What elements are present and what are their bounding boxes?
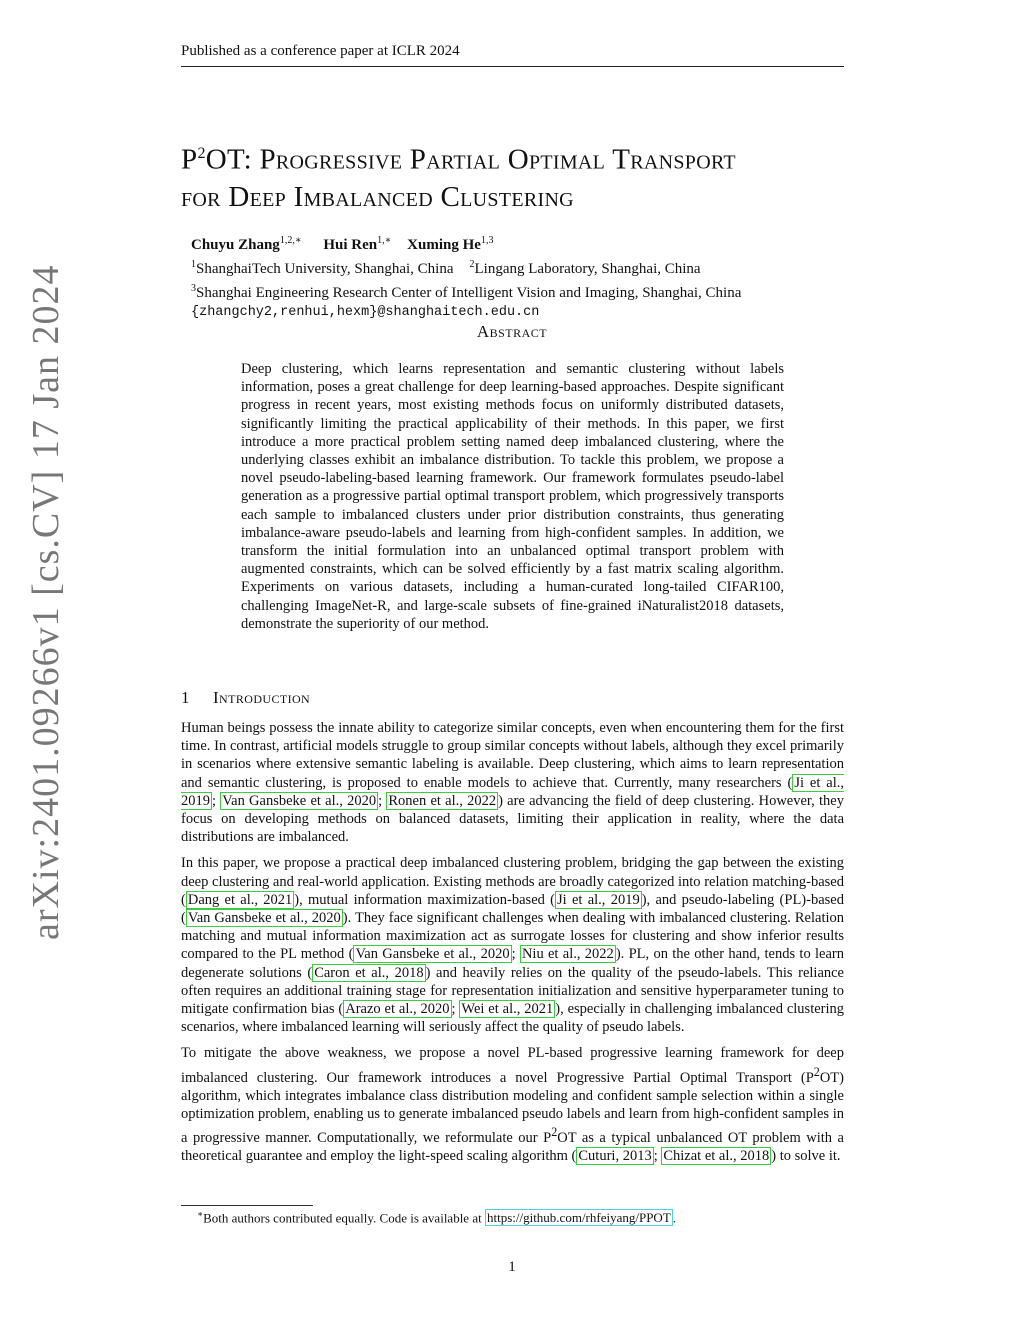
footnote-rule [181, 1205, 313, 1206]
author-name: Xuming He [407, 237, 481, 253]
citation-link[interactable]: Ji et al., 2019 [181, 774, 844, 809]
arxiv-identifier: arXiv:2401.09266v1 [cs.CV] 17 Jan 2024 [25, 264, 67, 940]
running-head: Published as a conference paper at ICLR 2024 [181, 43, 844, 67]
author-block: Chuyu Zhang$^{1,2,∗}$ Hui Ren$^{1,∗}$ Xuming He$^{1,3}$ $^1$ShanghaiTech University, Shanghai, China $^2$Lingang Laboratory, Shanghai, China $^3$Shanghai Engineering Research Center of Intelligent Vision and Imaging, Shanghai, China {zhangchy2,renhui,hexm}@shanghaitech.edu.cn [191, 231, 851, 322]
author-name: Hui Ren [323, 237, 378, 253]
citation-link[interactable]: Ji et al., 2019 [557, 891, 640, 908]
citation-link[interactable]: Van Gansbeke et al., 2020 [187, 910, 341, 927]
citation-link[interactable]: Dang et al., 2021 [187, 891, 293, 908]
citation-link[interactable]: Van Gansbeke et al., 2020 [355, 946, 510, 963]
citation-link[interactable]: Van Gansbeke et al., 2020 [222, 792, 377, 809]
citation-link[interactable]: Caron et al., 2018 [314, 964, 424, 981]
abstract-text: Deep clustering, which learns representation and semantic clustering without labels information, poses a great challenge for deep learning-based approaches. Despite significant progress in recent years, most existing methods focus on uniformly distributed datasets, significantly limiting the practical applicability of their methods. In this paper, we first introduce a more practical problem setting named deep imbalanced clustering, where the underlying classes exhibit an imbalance distribution. To tackle this problem, we propose a novel pseudo-labeling-based learning framework. Our framework formulates pseudo-label generation as a progressive partial optimal transport problem, which progressively transports each sample to imbalanced clusters under prior distribution constraints, thus generating imbalance-aware pseudo-labels and learning from high-confident samples. In addition, we transform the initial formulation into an unbalanced optimal transport problem with augmented constraints, which can be solved efficiently by a fast matrix scaling algorithm. Experiments on various datasets, including a human-curated long-tailed CIFAR100, challenging ImageNet-R, and large-scale subsets of fine-grained iNaturalist2018 datasets, demonstrate the superiority of our method. [241, 361, 784, 632]
citation-link[interactable]: Chizat et al., 2018 [663, 1148, 770, 1165]
citation-link[interactable]: Niu et al., 2022 [521, 946, 614, 963]
paper-title: $P^2OT$: Progressive Partial Optimal Transport for Deep Imbalanced Clustering [181, 143, 736, 213]
author-emails: {zhangchy2,renhui,hexm}@shanghaitech.edu.cn [191, 305, 540, 320]
section-body [181, 719, 844, 1173]
citation-link[interactable]: Wei et al., 2021 [461, 1001, 554, 1018]
citation-link[interactable]: Ronen et al., 2022 [388, 792, 497, 809]
footnote: ∗Both authors contributed equally. Code is available at https://github.com/rhfeiyang/PPOT . [197, 1209, 677, 1226]
page-number: 1 [508, 1259, 516, 1275]
author-name: Chuyu Zhang [191, 237, 280, 253]
affiliation: $^1$ShanghaiTech University, Shanghai, China $^2$Lingang Laboratory, Shanghai, China [191, 259, 701, 277]
affiliation: $^3$Shanghai Engineering Research Center of Intelligent Vision and Imaging, Shanghai, China [191, 283, 742, 301]
abstract-heading: Abstract [476, 322, 548, 341]
code-url-link[interactable]: https://github.com/rhfeiyang/PPOT [486, 1210, 671, 1226]
paragraph: Human beings possess the innate ability to categorize similar concepts, even when encountering them for the first time. In contrast, artificial models struggle to group similar concepts without labels, although they excel primarily in scenarios where extensive semantic labeling is available. Deep clustering, which aims to learn representation and semantic clustering, is proposed to enable models to achieve that. Currently, many researchers ( Ji et al., 2019 ; Van Gansbeke et al., 2020 ; Ronen et al., 2022 ) are advancing the field of deep clustering. However, they focus on developing methods on balanced datasets, limiting their application in reality, where the data distributions are imbalanced. [181, 720, 844, 846]
citation-link[interactable]: Arazo et al., 2020 [345, 1001, 450, 1018]
section-heading: 1 Introduction [181, 688, 311, 707]
paragraph: To mitigate the above weakness, we propose a novel PL-based progressive learning framework for deep imbalanced clustering. Our framework introduces a novel Progressive Partial Optimal Transport $(P^2OT)$ algorithm, which integrates imbalance class distribution modeling and confident sample selection within a single optimization problem, enabling us to generate imbalanced pseudo labels and learn from high-confident samples in a progressive manner. Computationally, we reformulate our $P^2OT$ as a typical unbalanced OT problem with a theoretical guarantee and employ the light-speed scaling algorithm ( Cuturi, 2013 ; Chizat et al., 2018 ) to solve it. [181, 1045, 844, 1165]
paragraph: In this paper, we propose a practical deep imbalanced clustering problem, bridging the gap between the existing deep clustering and real-world application. Existing methods are broadly categorized into relation matching-based ( Dang et al., 2021 ), mutual information maximization-based ( Ji et al., 2019 ), and pseudo-labeling (PL)-based ( Van Gansbeke et al., 2020 ). They face significant challenges when dealing with imbalanced clustering. Relation matching and mutual information maximization act as surrogate losses for clustering and show inferior results compared to the PL method ( Van Gansbeke et al., 2020 ; Niu et al., 2022 ). PL, on the other hand, tends to learn degenerate solutions ( Caron et al., 2018 ) and heavily relies on the quality of the pseudo-labels. This reliance often requires an additional training stage for representation initialization and sensitive hyperparameter tuning to mitigate confirmation bias ( Arazo et al., 2020 ; Wei et al., 2021 ), especially in challenging imbalanced clustering scenarios, where imbalanced learning will seriously affect the quality of pseudo labels. [181, 855, 845, 1036]
citation-link[interactable]: Cuturi, 2013 [578, 1148, 652, 1165]
